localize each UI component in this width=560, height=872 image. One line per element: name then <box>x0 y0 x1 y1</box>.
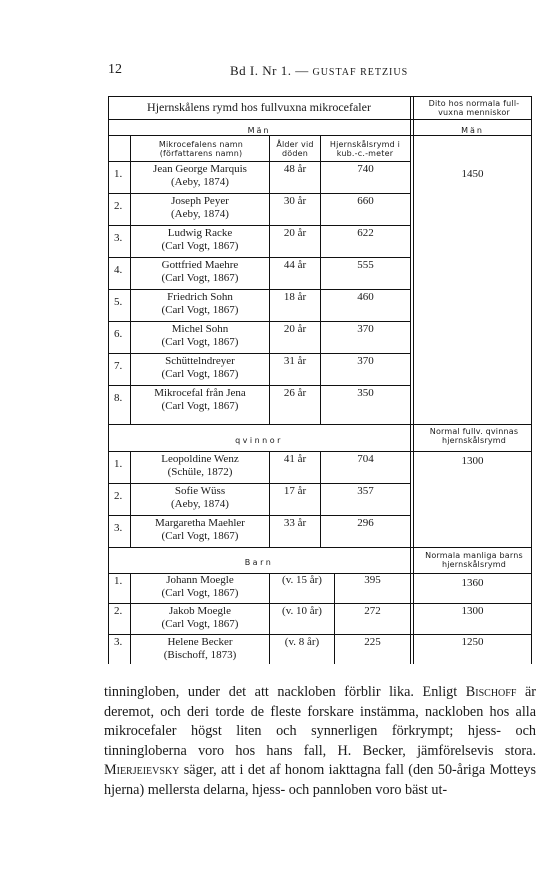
row-source: (Carl Vogt, 1867) <box>161 272 239 284</box>
row-name: Ludwig Racke <box>167 227 233 239</box>
row-rule <box>108 385 411 386</box>
text-run: tinningloben, under det att nackloben förblir lika. Enligt <box>104 684 466 700</box>
row-rule <box>108 289 411 290</box>
row-name: Johann Moegle <box>166 574 234 586</box>
row-volume: 660 <box>357 195 374 207</box>
body-paragraph <box>104 683 536 801</box>
row-name: Joseph Peyer <box>171 195 229 207</box>
row-volume: 357 <box>357 485 374 497</box>
table-title-right: Dito hos normala full- vuxna menniskor <box>428 99 520 117</box>
row-age: 33 år <box>283 517 307 529</box>
men-label-left: Män <box>247 126 271 135</box>
row-number: 2. <box>114 490 123 502</box>
row-volume: 555 <box>357 259 374 271</box>
women-section-rule <box>108 547 532 548</box>
title-rule <box>108 119 532 120</box>
row-age: 18 år <box>283 291 307 303</box>
row-number: 3. <box>114 232 123 244</box>
table-double-rule-a <box>410 96 411 664</box>
row-rule <box>108 257 411 258</box>
table-title-left: Hjernskålens rymd hos fullvuxna mikrocefaler <box>147 100 371 114</box>
row-age: 41 år <box>283 453 307 465</box>
row-number: 2. <box>114 605 123 617</box>
row-number: 7. <box>114 360 123 372</box>
row-rule <box>108 225 411 226</box>
row-age: 26 år <box>283 387 307 399</box>
row-name: Friedrich Sohn <box>167 291 233 303</box>
row-name: Jean George Marquis <box>153 163 247 175</box>
row-normal: 1360 <box>461 577 484 589</box>
men-normal-value: 1450 <box>461 168 484 180</box>
row-number: 5. <box>114 296 123 308</box>
row-name: Leopoldine Wenz <box>161 453 239 465</box>
row-name: Schüttelndreyer <box>165 355 235 367</box>
row-name: Mikrocefal från Jena <box>154 387 246 399</box>
row-age: 17 år <box>283 485 307 497</box>
row-number: 3. <box>114 636 123 648</box>
children-label: Barn <box>244 558 274 567</box>
row-number: 1. <box>114 575 123 587</box>
row-volume: 272 <box>364 605 381 617</box>
row-age: 30 år <box>283 195 307 207</box>
row-number: 3. <box>114 522 123 534</box>
row-age: 31 år <box>283 355 307 367</box>
row-number: 8. <box>114 392 123 404</box>
row-age: 44 år <box>283 259 307 271</box>
row-rule <box>108 634 532 635</box>
row-number: 1. <box>114 168 123 180</box>
row-rule <box>108 321 411 322</box>
row-rule <box>108 603 532 604</box>
row-rule <box>108 515 411 516</box>
microcephaly-table <box>108 96 532 664</box>
row-source: (Aeby, 1874) <box>171 176 229 188</box>
body-text <box>104 683 536 801</box>
table-top-rule <box>108 96 532 97</box>
row-volume: 395 <box>364 574 381 586</box>
col-header-rule <box>108 161 411 162</box>
table-right-rule <box>531 96 532 664</box>
row-rule <box>108 483 411 484</box>
row-name: Margaretha Maehler <box>155 517 245 529</box>
row-volume: 622 <box>357 227 374 239</box>
row-volume: 225 <box>364 636 381 648</box>
row-normal: 1300 <box>461 605 484 617</box>
row-volume: 740 <box>357 163 374 175</box>
row-age: (v. 10 år) <box>282 605 322 617</box>
row-age: 20 år <box>283 227 307 239</box>
row-source: (Schüle, 1872) <box>167 466 233 478</box>
row-number: 4. <box>114 264 123 276</box>
row-source: (Carl Vogt, 1867) <box>161 618 239 630</box>
row-normal: 1250 <box>461 636 484 648</box>
row-source: (Carl Vogt, 1867) <box>161 336 239 348</box>
row-source: (Aeby, 1874) <box>171 498 229 510</box>
row-number: 6. <box>114 328 123 340</box>
running-head <box>230 63 408 79</box>
children-normal-label: Normala manliga barns hjernskålsrymd <box>425 551 523 569</box>
row-source: (Bischoff, 1873) <box>163 649 237 661</box>
col-header-age: Ålder vid döden <box>276 140 314 158</box>
row-source: (Carl Vogt, 1867) <box>161 368 239 380</box>
age-col-rule <box>320 135 321 424</box>
table-left-rule <box>108 96 109 664</box>
row-age: 20 år <box>283 323 307 335</box>
row-volume: 704 <box>357 453 374 465</box>
running-header <box>108 62 508 78</box>
row-source: (Aeby, 1874) <box>171 208 229 220</box>
running-head-prefix: Bd I. Nr 1. — <box>230 63 309 78</box>
men-section-rule <box>108 424 532 425</box>
col-header-volume: Hjernskålsrymd i kub.-c.-meter <box>329 140 401 158</box>
row-name: Jakob Moegle <box>168 605 231 617</box>
row-volume: 460 <box>357 291 374 303</box>
row-volume: 350 <box>357 387 374 399</box>
row-name: Gottfried Maehre <box>161 259 239 271</box>
women-label: qvinnor <box>235 436 283 445</box>
row-name: Helene Becker <box>167 636 233 648</box>
row-volume: 370 <box>357 323 374 335</box>
col-header-name: Mikrocefalens namn (författarens namn) <box>158 140 244 158</box>
author-bischoff: Bischoff <box>465 684 517 700</box>
row-rule <box>108 353 411 354</box>
men-label-right: Män <box>461 126 484 135</box>
page-number: 12 <box>108 62 122 77</box>
row-name: Michel Sohn <box>171 323 229 335</box>
row-age: (v. 15 år) <box>282 574 322 586</box>
text-run: är deremot, och deri torde de fleste forskare instämma, nackloben hos alla mikrocefaler högst liten och synnerligen förkrympt; hjess- och tinningloberna voro hos hans fall, H. Becker, jämförelsevis stora. <box>104 684 536 759</box>
row-volume: 370 <box>357 355 374 367</box>
row-source: (Carl Vogt, 1867) <box>161 587 239 599</box>
row-volume: 296 <box>357 517 374 529</box>
women-normal-label: Normal fullv. qvinnas hjernskålsrymd <box>429 427 519 445</box>
row-source: (Carl Vogt, 1867) <box>161 530 239 542</box>
text-run: säger, att i det af honom iakttagna fall (den 50-åriga Motteys hjerna) mellersta delarna, hjess- och pannloben voro bäst ut- <box>104 762 536 798</box>
author-mierjeievsky: Mierjeievsky <box>104 762 180 779</box>
row-source: (Carl Vogt, 1867) <box>161 304 239 316</box>
row-age: 48 år <box>283 163 307 175</box>
row-source: (Carl Vogt, 1867) <box>161 240 239 252</box>
row-number: 1. <box>114 458 123 470</box>
name-col-rule <box>269 135 270 424</box>
row-age: (v. 8 år) <box>284 636 320 648</box>
row-rule <box>108 193 411 194</box>
row-name: Sofie Wüss <box>174 485 226 497</box>
row-number: 2. <box>114 200 123 212</box>
women-normal-value: 1300 <box>461 455 484 467</box>
running-head-author: GUSTAF RETZIUS <box>312 67 409 78</box>
row-source: (Carl Vogt, 1867) <box>161 400 239 412</box>
